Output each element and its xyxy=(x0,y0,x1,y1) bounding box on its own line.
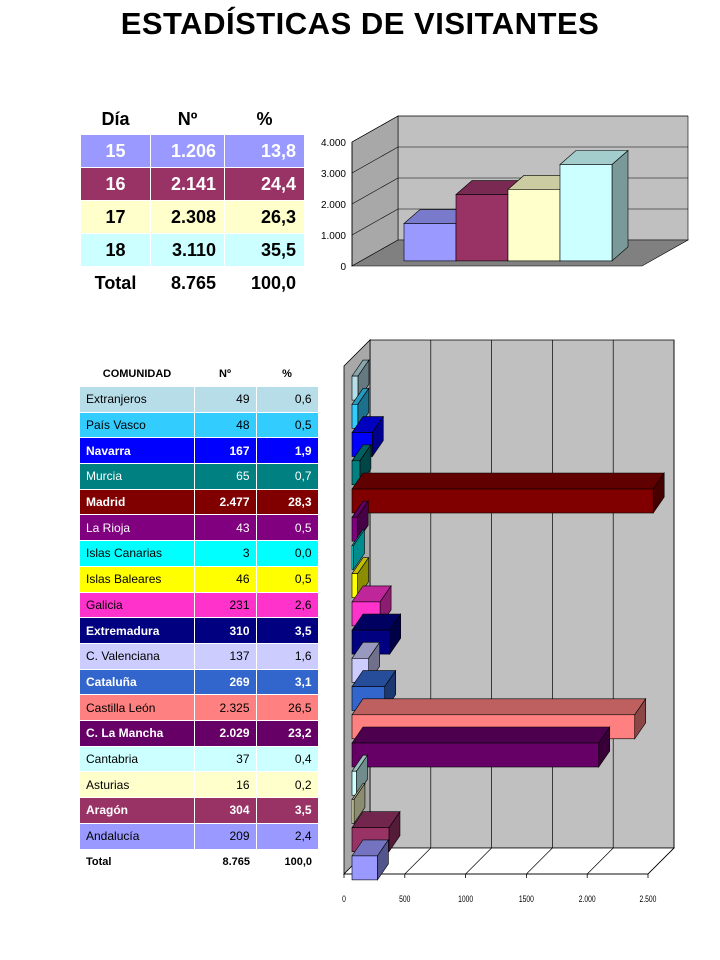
community-cell-pct: 3,1 xyxy=(256,669,318,695)
day-cell-day: 15 xyxy=(81,135,151,168)
community-row xyxy=(80,464,318,490)
day-total-n: 8.765 xyxy=(151,267,225,300)
bar-cantabria xyxy=(352,771,356,795)
x-tick-label: 0 xyxy=(342,894,346,905)
day-cell-day: 18 xyxy=(81,234,151,267)
y-tick-label: 0 xyxy=(340,262,346,273)
community-row xyxy=(80,643,318,669)
community-row xyxy=(80,541,318,567)
community-row xyxy=(80,412,318,438)
community-cell-name: Castilla León xyxy=(80,695,194,721)
community-cell-pct: 23,2 xyxy=(256,720,318,746)
community-cell-n: 49 xyxy=(194,387,256,413)
community-table xyxy=(80,362,319,875)
bar-país-vasco xyxy=(352,404,358,428)
community-cell-name: Aragón xyxy=(80,798,194,824)
day-row xyxy=(81,201,305,234)
bar-day-15 xyxy=(404,224,456,261)
community-cell-name: Extranjeros xyxy=(80,387,194,413)
day-cell-pct: 13,8 xyxy=(225,135,305,168)
community-cell-name: País Vasco xyxy=(80,412,194,438)
community-cell-n: 65 xyxy=(194,464,256,490)
community-cell-pct: 3,5 xyxy=(256,618,318,644)
day-total-label: Total xyxy=(81,267,151,300)
day-cell-day: 16 xyxy=(81,168,151,201)
community-cell-name: Galicia xyxy=(80,592,194,618)
community-row xyxy=(80,695,318,721)
bar-islas-canarias xyxy=(352,545,354,569)
community-cell-name: Navarra xyxy=(80,438,194,464)
community-cell-pct: 2,4 xyxy=(256,823,318,849)
community-row xyxy=(80,772,318,798)
community-cell-name: Islas Canarias xyxy=(80,541,194,567)
day-cell-n: 2.308 xyxy=(151,201,225,234)
day-table-header xyxy=(81,104,305,135)
community-cell-n: 310 xyxy=(194,618,256,644)
community-cell-name: La Rioja xyxy=(80,515,194,541)
community-cell-name: Murcia xyxy=(80,464,194,490)
day-table xyxy=(80,104,305,300)
community-cell-name: Extremadura xyxy=(80,618,194,644)
x-tick-label: 1000 xyxy=(458,894,474,905)
bar-day-18 xyxy=(560,164,612,260)
community-cell-pct: 0,5 xyxy=(256,412,318,438)
community-row xyxy=(80,798,318,824)
y-tick-label: 1.000 xyxy=(320,231,346,242)
bar-c-la-mancha xyxy=(352,743,599,767)
day-total-row xyxy=(81,267,305,300)
community-cell-n: 37 xyxy=(194,746,256,772)
day-row xyxy=(81,168,305,201)
community-cell-pct: 28,3 xyxy=(256,489,318,515)
community-cell-pct: 1,6 xyxy=(256,643,318,669)
bar-top xyxy=(352,699,646,715)
back-wall xyxy=(370,340,674,848)
y-tick-label: 4.000 xyxy=(320,138,346,149)
community-cell-name: Andalucía xyxy=(80,823,194,849)
bar-day-17 xyxy=(508,189,560,261)
community-row xyxy=(80,438,318,464)
bar-islas-baleares xyxy=(352,574,358,598)
day-cell-pct: 35,5 xyxy=(225,234,305,267)
bar-side xyxy=(612,150,628,260)
community-row xyxy=(80,592,318,618)
community-cell-n: 2.477 xyxy=(194,489,256,515)
community-row xyxy=(80,720,318,746)
day-cell-pct: 24,4 xyxy=(225,168,305,201)
header-percent: % xyxy=(282,368,292,380)
day-cell-n: 1.206 xyxy=(151,135,225,168)
community-total-label: Total xyxy=(80,849,194,875)
community-cell-n: 43 xyxy=(194,515,256,541)
community-cell-pct: 0,7 xyxy=(256,464,318,490)
x-tick-label: 500 xyxy=(399,894,411,905)
community-row xyxy=(80,515,318,541)
day-row xyxy=(81,135,305,168)
community-cell-n: 46 xyxy=(194,566,256,592)
bar-asturias xyxy=(352,799,354,823)
community-cell-n: 48 xyxy=(194,412,256,438)
community-cell-name: C. Valenciana xyxy=(80,643,194,669)
day-cell-n: 2.141 xyxy=(151,168,225,201)
community-cell-pct: 0,4 xyxy=(256,746,318,772)
community-cell-n: 209 xyxy=(194,823,256,849)
x-tick-label: 2.000 xyxy=(578,894,596,905)
bar-madrid xyxy=(352,489,653,513)
community-row xyxy=(80,387,318,413)
x-tick-label: 2.500 xyxy=(639,894,657,905)
community-cell-name: Asturias xyxy=(80,772,194,798)
bar-top xyxy=(352,727,610,743)
community-cell-pct: 26,5 xyxy=(256,695,318,721)
floor xyxy=(344,848,674,874)
community-total-pct: 100,0 xyxy=(256,849,318,875)
community-cell-n: 16 xyxy=(194,772,256,798)
community-bar-chart xyxy=(328,330,698,910)
day-total-pct: 100,0 xyxy=(225,267,305,300)
header-community: COMUNIDAD xyxy=(102,368,172,380)
community-table-header xyxy=(80,362,318,387)
community-cell-name: Cantabria xyxy=(80,746,194,772)
day-column-chart xyxy=(300,108,700,288)
community-cell-n: 2.325 xyxy=(194,695,256,721)
community-row xyxy=(80,669,318,695)
bar-la-rioja xyxy=(352,517,357,541)
page-title: ESTADÍSTICAS DE VISITANTES xyxy=(120,6,600,41)
x-tick-label: 1500 xyxy=(518,894,534,905)
community-cell-n: 3 xyxy=(194,541,256,567)
header-percent: % xyxy=(256,108,273,129)
community-cell-name: Madrid xyxy=(80,489,194,515)
community-cell-name: C. La Mancha xyxy=(80,720,194,746)
community-cell-name: Cataluña xyxy=(80,669,194,695)
community-cell-name: Islas Baleares xyxy=(80,566,194,592)
community-row xyxy=(80,823,318,849)
community-cell-n: 269 xyxy=(194,669,256,695)
community-total-row xyxy=(80,849,318,875)
community-cell-n: 2.029 xyxy=(194,720,256,746)
community-cell-pct: 2,6 xyxy=(256,592,318,618)
header-day: Día xyxy=(101,108,130,129)
community-cell-pct: 3,5 xyxy=(256,798,318,824)
community-cell-pct: 1,9 xyxy=(256,438,318,464)
day-cell-day: 17 xyxy=(81,201,151,234)
community-row xyxy=(80,746,318,772)
community-row xyxy=(80,566,318,592)
community-cell-pct: 0,2 xyxy=(256,772,318,798)
community-cell-n: 231 xyxy=(194,592,256,618)
day-row xyxy=(81,234,305,267)
bar-day-16 xyxy=(456,195,508,261)
community-cell-pct: 0,0 xyxy=(256,541,318,567)
community-row xyxy=(80,618,318,644)
community-cell-pct: 0,6 xyxy=(256,387,318,413)
header-count: Nº xyxy=(219,368,231,380)
y-tick-label: 3.000 xyxy=(320,169,346,180)
y-tick-label: 2.000 xyxy=(320,200,346,211)
bar-andalucía xyxy=(352,856,377,880)
header-count: Nº xyxy=(177,108,198,129)
day-cell-n: 3.110 xyxy=(151,234,225,267)
community-cell-n: 304 xyxy=(194,798,256,824)
bar-top xyxy=(352,473,664,489)
day-cell-pct: 26,3 xyxy=(225,201,305,234)
community-total-n: 8.765 xyxy=(194,849,256,875)
community-cell-pct: 0,5 xyxy=(256,566,318,592)
community-cell-n: 167 xyxy=(194,438,256,464)
community-cell-pct: 0,5 xyxy=(256,515,318,541)
community-cell-n: 137 xyxy=(194,643,256,669)
community-row xyxy=(80,489,318,515)
